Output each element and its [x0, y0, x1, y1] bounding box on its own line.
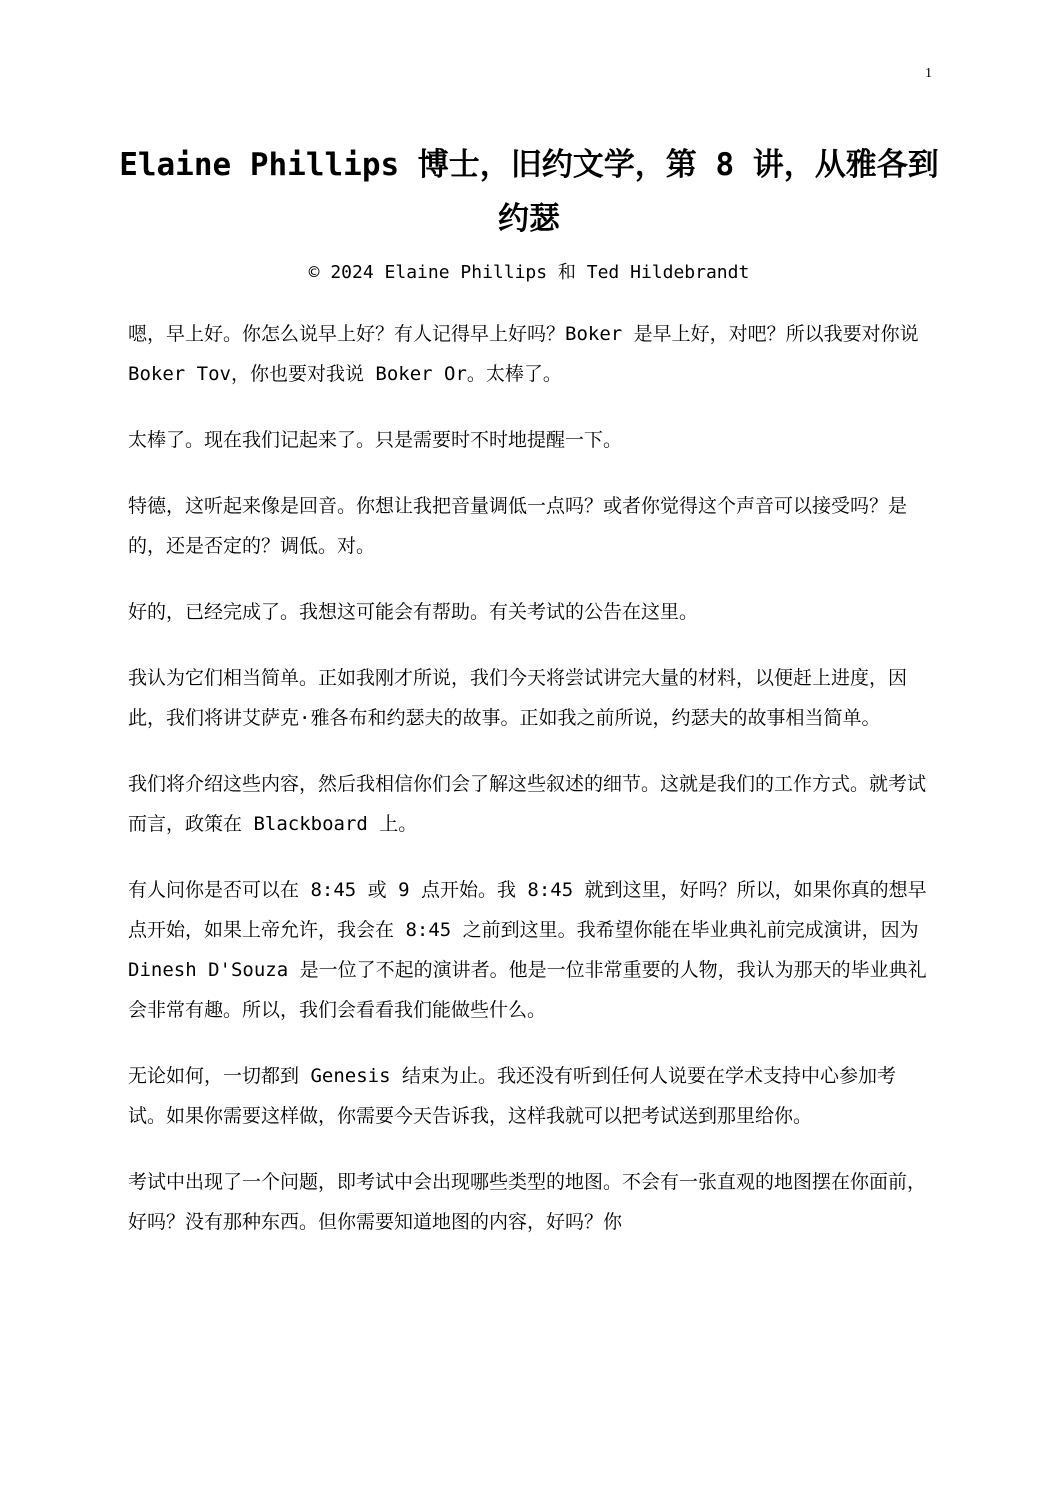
- paragraph: 嗯，早上好。你怎么说早上好？有人记得早上好吗？Boker 是早上好，对吧？所以我要对你说 Boker Tov，你也要对我说 Boker Or。太棒了。: [128, 323, 919, 385]
- paragraph: 好的，已经完成了。我想这可能会有帮助。有关考试的公告在这里。: [128, 601, 699, 623]
- paragraph: 太棒了。现在我们记起来了。只是需要时不时地提醒一下。: [128, 429, 623, 451]
- paragraph: 我认为它们相当简单。正如我刚才所说，我们今天将尝试讲完大量的材料，以便赶上进度，因此，我们将讲艾萨克·雅各布和约瑟夫的故事。正如我之前所说，约瑟夫的故事相当简单。: [128, 667, 908, 729]
- paragraph: 考试中出现了一个问题，即考试中会出现哪些类型的地图。不会有一张直观的地图摆在你面前，好吗？没有那种东西。但你需要知道地图的内容，好吗？你: [128, 1171, 927, 1233]
- page-number: 1: [925, 66, 932, 81]
- document-title: Elaine Phillips 博士，旧约文学，第 8 讲，从雅各到约瑟: [119, 147, 939, 237]
- paragraph: 我们将介绍这些内容，然后我相信你们会了解这些叙述的细节。这就是我们的工作方式。就考试而言，政策在 Blackboard 上。: [128, 773, 927, 835]
- document-body: [128, 314, 928, 1268]
- paragraph: 特德，这听起来像是回音。你想让我把音量调低一点吗？或者你觉得这个声音可以接受吗？是的，还是否定的？调低。对。: [128, 495, 908, 557]
- paragraph: 有人问你是否可以在 8:45 或 9 点开始。我 8:45 就到这里，好吗？所以，如果你真的想早点开始，如果上帝允许，我会在 8:45 之前到这里。我希望你能在毕业典礼前完成演讲，因为 Dinesh D'Souza 是一位了不起的演讲者。他是一位非常重要的人物，我认为那天的毕业典礼会非常有趣。所以，我们会看看我们能做些什么。: [128, 879, 927, 1021]
- copyright-line: © 2024 Elaine Phillips 和 Ted Hildebrandt: [308, 262, 750, 283]
- paragraph: 无论如何，一切都到 Genesis 结束为止。我还没有听到任何人说要在学术支持中心参加考试。如果你需要这样做，你需要今天告诉我，这样我就可以把考试送到那里给你。: [128, 1065, 896, 1127]
